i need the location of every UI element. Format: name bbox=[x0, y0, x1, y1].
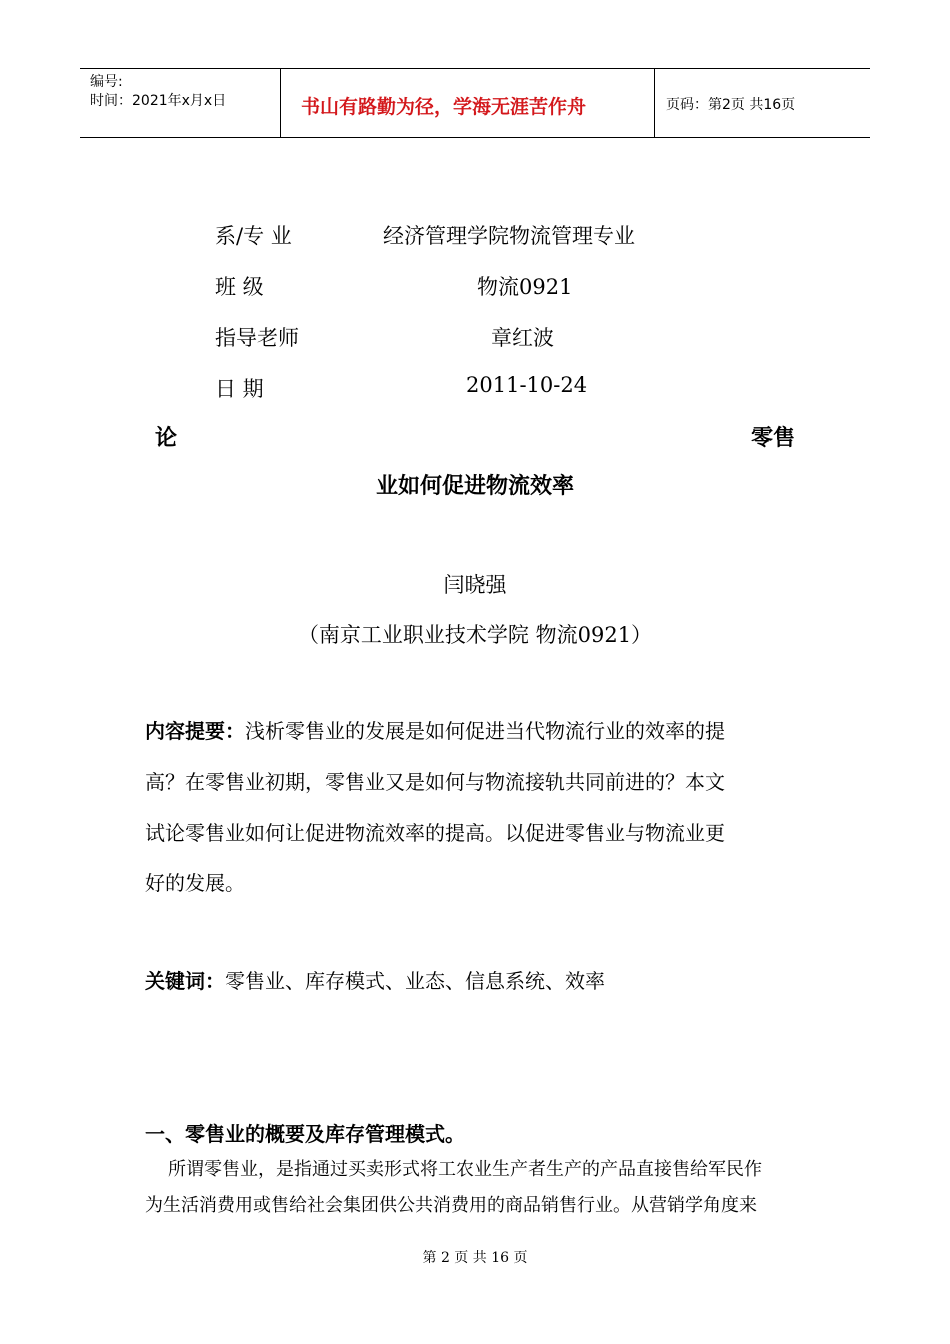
section-para-line-1: 所谓零售业，是指通过买卖形式将工农业生产者生产的产品直接售给军民作 bbox=[168, 1159, 762, 1180]
keywords-line bbox=[145, 964, 605, 998]
page-footer: 第 2 页 共 16 页 bbox=[422, 1250, 528, 1266]
info-label-date: 日 期 bbox=[215, 377, 264, 401]
abstract-line-3: 试论零售业如何让促进物流效率的提高。以促进零售业与物流业更 bbox=[145, 821, 725, 845]
info-value-date: 2011-10-24 bbox=[466, 373, 588, 397]
abstract-line-2: 高？在零售业初期，零售业又是如何与物流接轨共同前进的？本文 bbox=[145, 770, 725, 794]
info-value-class: 物流0921 bbox=[477, 275, 573, 299]
keywords-text: 零售业、库存模式、业态、信息系统、效率 bbox=[225, 969, 605, 993]
info-label-advisor: 指导老师 bbox=[215, 326, 299, 350]
abstract-line-1 bbox=[145, 714, 725, 748]
header-page-info: 页码：第2页 共16页 bbox=[666, 97, 796, 113]
title-left: 论 bbox=[155, 426, 178, 451]
author-affiliation: （南京工业职业技术学院 物流0921） bbox=[297, 623, 653, 647]
info-label-class: 班 级 bbox=[215, 275, 264, 299]
time-label: 时间：2021年x月x日 bbox=[90, 93, 227, 109]
section-para-line-2: 为生活消费用或售给社会集团供公共消费用的商品销售行业。从营销学角度来 bbox=[145, 1195, 757, 1216]
abstract-text: 浅析零售业的发展是如何促进当代物流行业的效率的提 bbox=[245, 719, 725, 743]
page-header bbox=[80, 68, 870, 138]
keywords-label: 关键词： bbox=[145, 969, 225, 993]
info-value-major: 经济管理学院物流管理专业 bbox=[383, 224, 635, 248]
header-motto: 书山有路勤为径，学海无涯苦作舟 bbox=[301, 96, 587, 118]
title-line2: 业如何促进物流效率 bbox=[375, 474, 574, 499]
info-value-advisor: 章红波 bbox=[491, 326, 554, 350]
header-divider bbox=[654, 69, 655, 137]
abstract-line-4: 好的发展。 bbox=[145, 871, 245, 895]
author-name: 闫晓强 bbox=[443, 573, 507, 597]
abstract-label: 内容提要： bbox=[145, 719, 245, 743]
serial-label: 编号: bbox=[90, 74, 123, 90]
info-label-major: 系/专 业 bbox=[215, 224, 292, 248]
section-heading: 一、零售业的概要及库存管理模式。 bbox=[145, 1122, 465, 1146]
title-right: 零售 bbox=[751, 426, 796, 451]
header-divider bbox=[280, 69, 281, 137]
